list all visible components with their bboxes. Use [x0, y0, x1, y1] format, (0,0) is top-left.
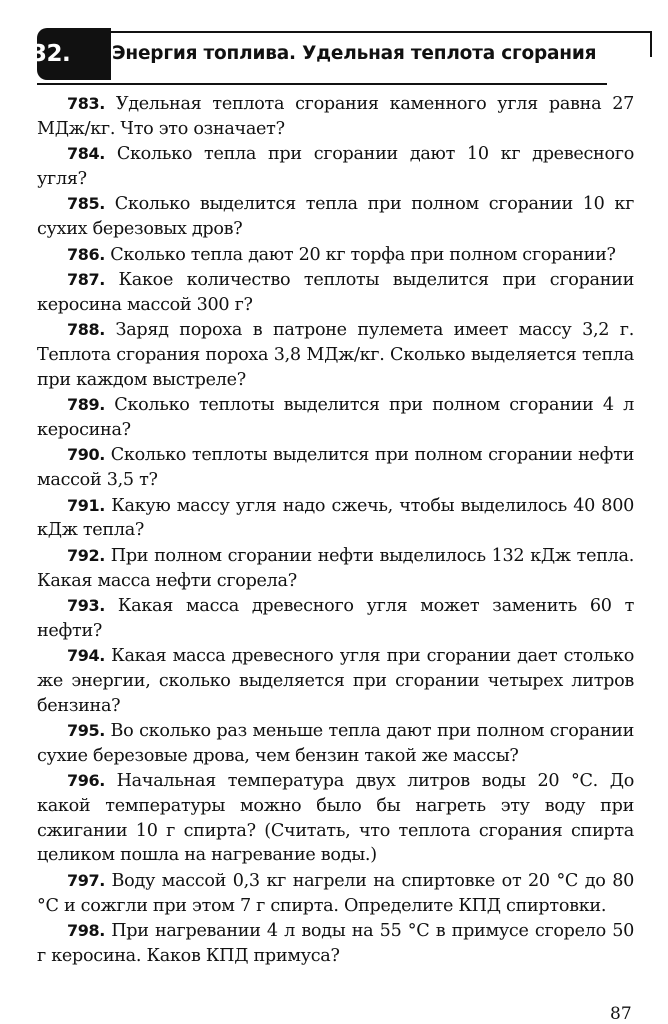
problem-797 — [37, 869, 634, 918]
problem-number: 784. — [67, 144, 105, 164]
section-title: Энергия топлива. Удельная теплота сгорания — [112, 43, 597, 64]
problem-number: 796. — [67, 771, 105, 791]
problem-number: 798. — [67, 921, 105, 941]
problem-text: Какое количество теплоты выделится при сгорании керосина массой 300 г? — [37, 270, 634, 315]
header-bottom-rule — [37, 83, 607, 85]
problem-text: Сколько выделится тепла при полном сгорании 10 кг сухих березовых дров? — [37, 194, 634, 240]
page-number: 87 — [610, 1004, 632, 1024]
problem-text: Заряд пороха в патроне пулемета имеет массу 3,2 г. Теплота сгорания пороха 3,8 МДж/кг. Сколько выделяется тепла при каждом выстреле? — [37, 320, 635, 390]
problem-number: 786. — [67, 244, 105, 264]
header-right-rule — [650, 31, 652, 57]
problem-792 — [37, 544, 634, 593]
problem-text: Сколько тепла при сгорании дают 10 кг древесного угля? — [37, 144, 634, 189]
problem-798 — [37, 919, 634, 968]
problem-790 — [37, 443, 634, 492]
problem-number: 795. — [67, 721, 105, 741]
problem-number: 793. — [67, 596, 105, 616]
problem-text: Удельная теплота сгорания каменного угля равна 27 МДж/кг. Что это означает? — [37, 94, 634, 139]
problem-text: При полном сгорании нефти выделилось 132 кДж тепла. Какая масса нефти сгорела? — [37, 545, 635, 591]
problem-number: 797. — [67, 870, 105, 890]
problem-number: 789. — [67, 395, 105, 415]
problem-text: Начальная температура двух литров воды 20 °С. До какой температуры можно было бы нагреть эту воду при сжигании 10 г спирта? (Считать, что теплота сгорания спирта целиком пошла на нагревание воды.) — [37, 771, 634, 866]
problem-text: Сколько теплоты выделится при полном сгорании нефти массой 3,5 т? — [37, 445, 635, 491]
problem-number: 794. — [67, 646, 105, 666]
problem-text: Сколько теплоты выделится при полном сгорании 4 л керосина? — [37, 395, 635, 440]
problem-text: Какую массу угля надо сжечь, чтобы выделилось 40 800 кДж тепла? — [37, 495, 634, 541]
problem-786 — [37, 243, 634, 268]
problem-text: Во сколько раз меньше тепла дают при полном сгорании сухие березовые дрова, чем бензин такой же массы? — [37, 721, 634, 766]
section-number: 32. — [31, 41, 71, 67]
problem-number: 783. — [67, 94, 105, 113]
problem-788 — [37, 318, 634, 392]
problem-number: 788. — [67, 320, 105, 340]
problem-789 — [37, 393, 634, 442]
problem-791 — [37, 494, 634, 543]
problem-text: При нагревании 4 л воды на 55 °С в примусе сгорело 50 г керосина. Каков КПД примуса? — [37, 921, 634, 966]
problem-783 — [37, 92, 634, 141]
problem-796 — [37, 769, 634, 868]
problem-list — [37, 92, 634, 969]
problem-number: 791. — [67, 495, 105, 515]
problem-text: Воду массой 0,3 кг нагрели на спиртовке от 20 °С до 80 °С и сожгли при этом 7 г спирта. Определите КПД спиртовки. — [37, 870, 634, 916]
problem-text: Какая масса древесного угля при сгорании дает столько же энергии, сколько выделяется при сгорании четырех литров бензина? — [37, 646, 635, 716]
problem-784 — [37, 142, 634, 191]
problem-text: Сколько тепла дают 20 кг торфа при полном сгорании? — [110, 244, 616, 265]
problem-number: 785. — [67, 194, 105, 214]
problem-number: 790. — [67, 445, 105, 465]
problem-number: 792. — [67, 545, 105, 565]
problem-785 — [37, 192, 634, 241]
problem-text: Какая масса древесного угля может заменить 60 т нефти? — [37, 596, 634, 641]
problem-793 — [37, 594, 634, 643]
header-top-rule — [107, 31, 652, 33]
problem-787 — [37, 268, 634, 317]
problem-number: 787. — [67, 270, 105, 290]
problem-795 — [37, 719, 634, 768]
problem-794 — [37, 644, 634, 718]
